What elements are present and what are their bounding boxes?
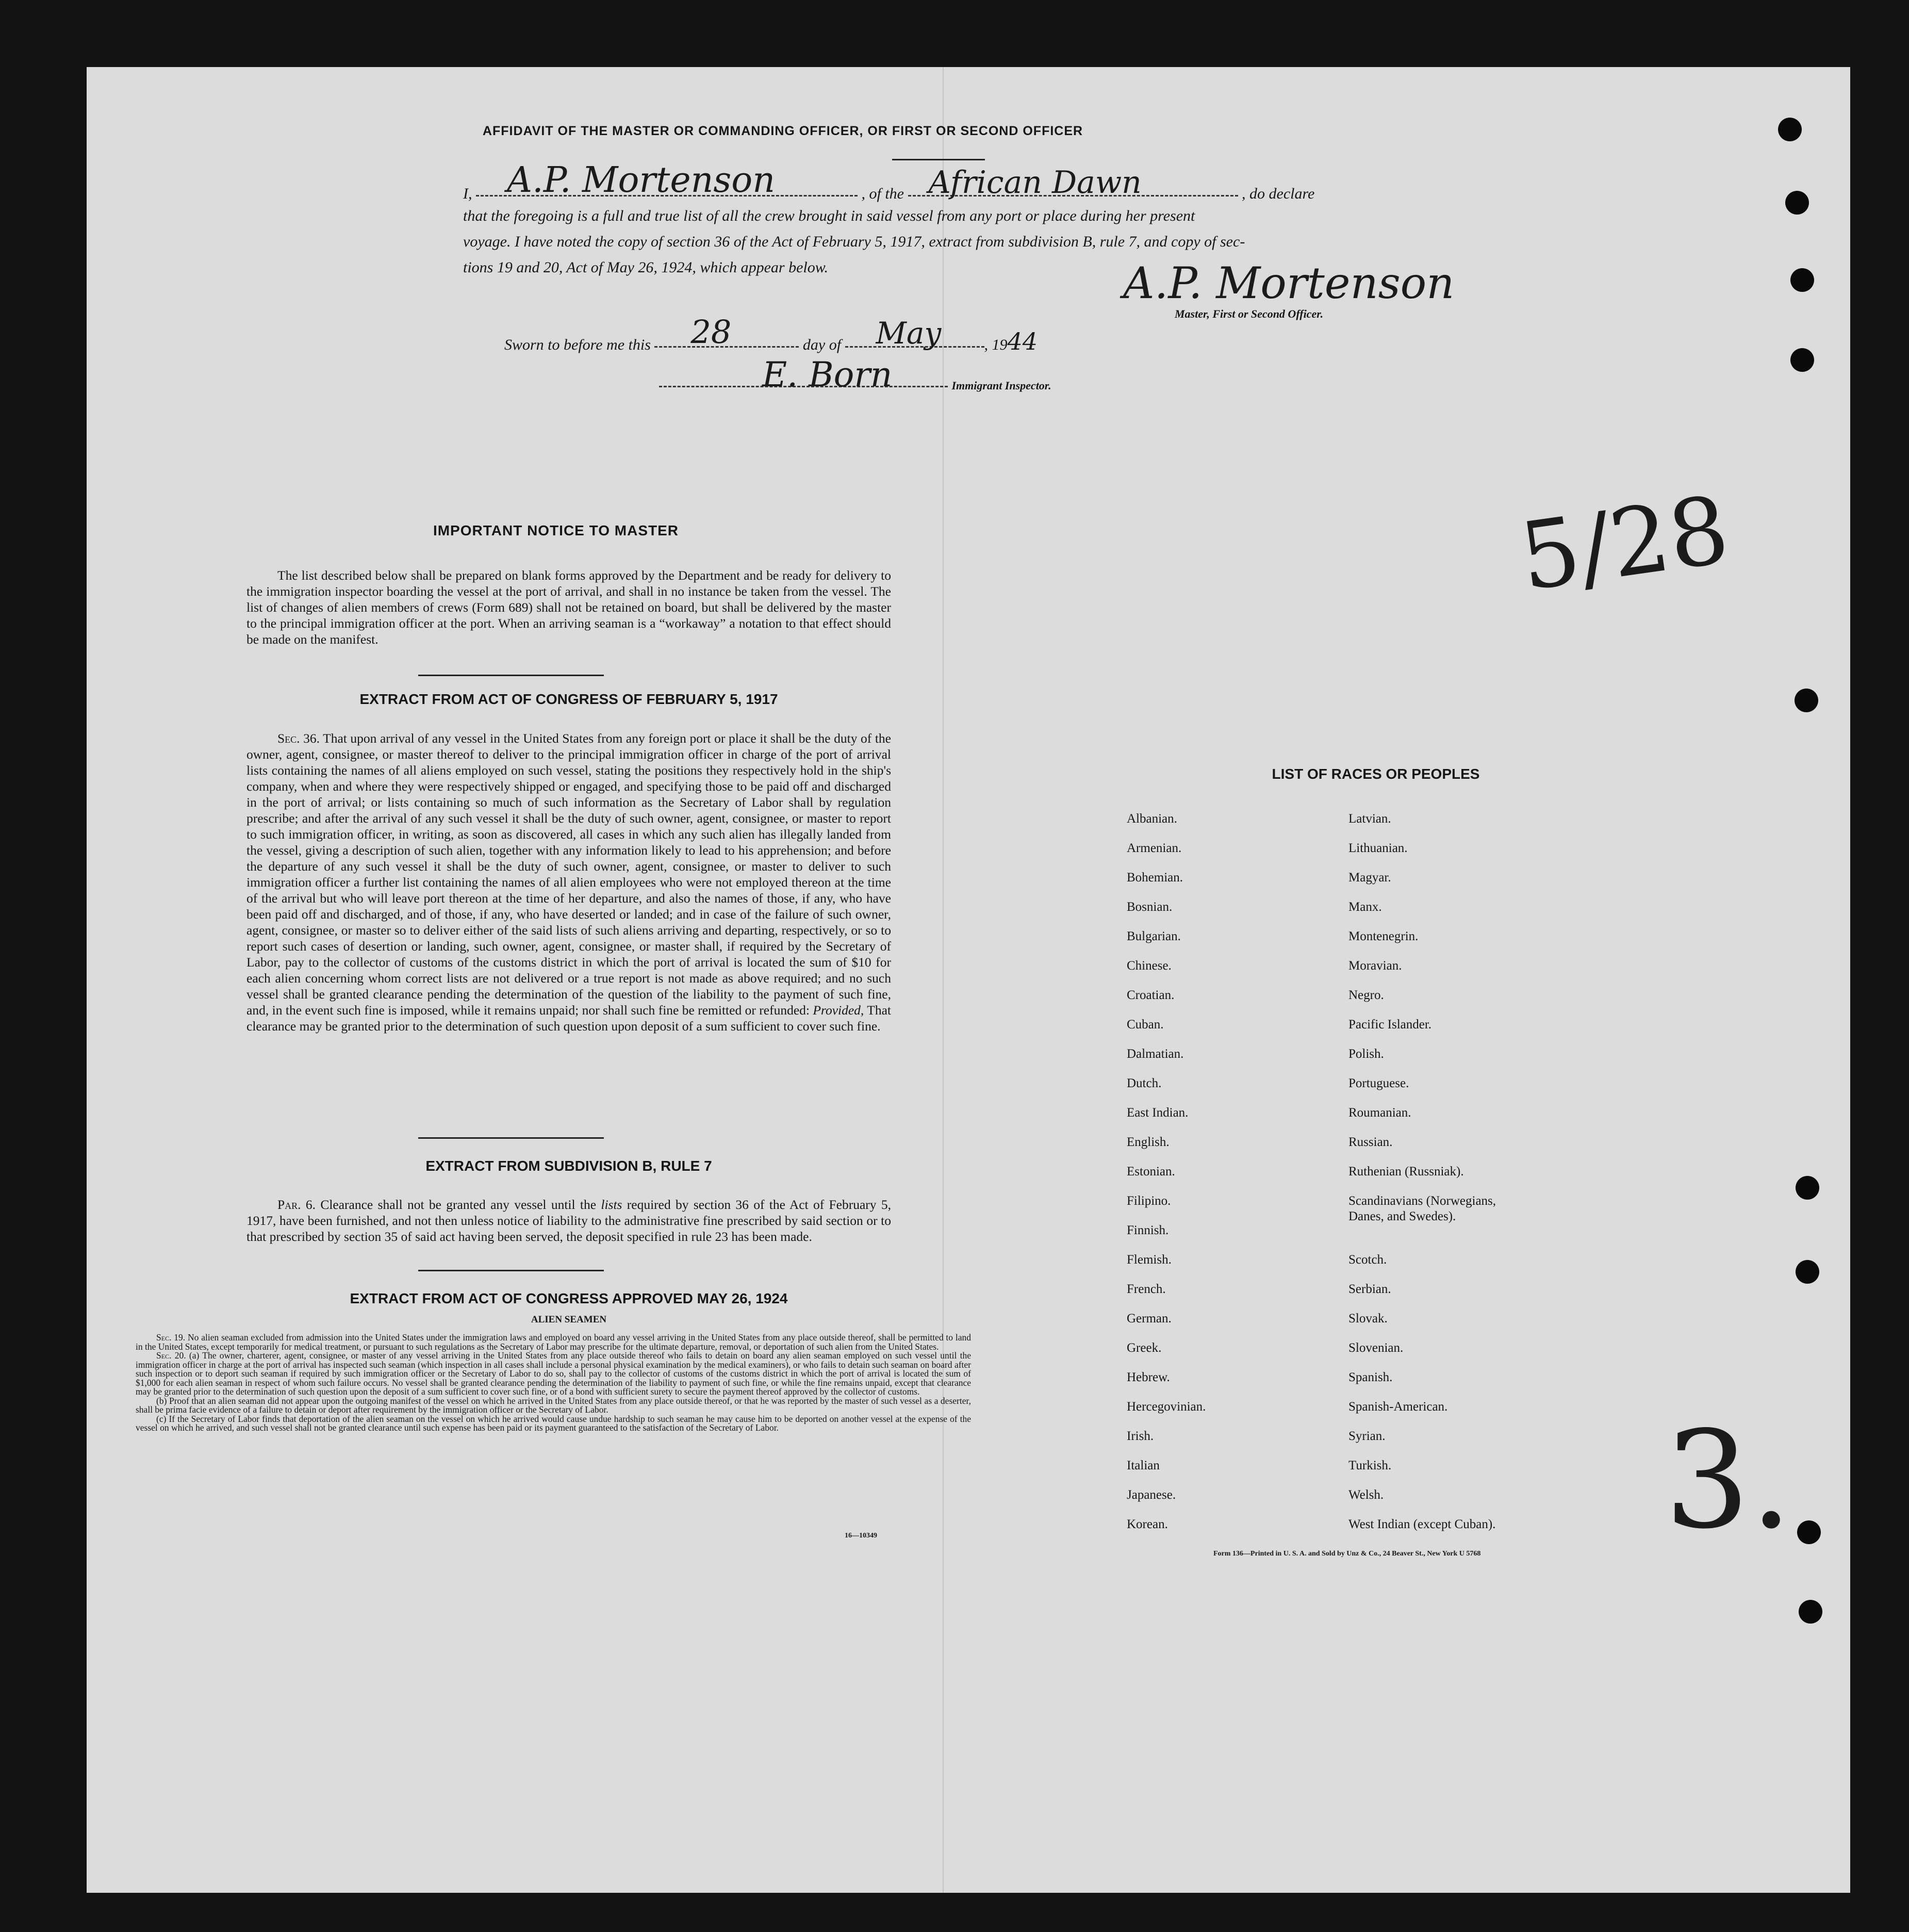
race-item: Russian. (1348, 1135, 1393, 1149)
race-item: East Indian. (1127, 1106, 1189, 1120)
affidavit-line-4: tions 19 and 20, Act of May 26, 1924, which appear below. (463, 259, 829, 276)
form-footer: Form 136—Printed in U. S. A. and Sold by Unz & Co., 24 Beaver St., New York U 5768 (1213, 1550, 1481, 1558)
punch-hole (1790, 268, 1814, 292)
sec-20c-body: (c) If the Secretary of Labor finds that deportation of the alien seaman on the vessel on which he arrived would cause undue hardship to such seaman he may cause him to be deported on another vessel at the expense of the vessel on which he arrived, and such vessel shall not be granted clearance until such expense has been paid or its payment guaranteed to the satisfaction of the Secretary of Labor. (136, 1413, 971, 1433)
races-title: LIST OF RACES OR PEOPLES (1272, 766, 1480, 782)
race-item: Cuban. (1127, 1018, 1164, 1032)
race-item: Pacific Islander. (1348, 1018, 1432, 1032)
race-item: Spanish-American. (1348, 1400, 1448, 1414)
race-item: Latvian. (1348, 812, 1391, 826)
races-column-2 (1348, 812, 1496, 1547)
race-item: Scandinavians (Norwegians, (1348, 1194, 1496, 1208)
race-item: Armenian. (1127, 841, 1182, 855)
sworn-day-of: day of (802, 336, 842, 353)
section-rule (418, 1270, 604, 1271)
race-item: Japanese. (1127, 1488, 1176, 1502)
race-item: Roumanian. (1348, 1106, 1411, 1120)
race-item: Negro. (1348, 988, 1384, 1002)
sworn-year-printed: , 19 (984, 336, 1008, 353)
notice-title: IMPORTANT NOTICE TO MASTER (433, 522, 679, 538)
race-item: Bulgarian. (1127, 929, 1181, 943)
affidavit-of-the-label: , of the (861, 185, 904, 202)
sec-20a-body: (a) The owner, charterer, agent, consignee, or master of any vessel arriving in the United States from any place outside thereof who fails to detain on board any alien seaman employed on such vessel until the immigration officer in charge at the port of arrival has inspected such seaman (which inspection in all cases shall include a personal physical examination by the medical examiners), or who fails to detain such seaman on board after such inspection or to deport such seaman if required by such immigration officer or the Secretary of Labor to do so, shall pay to the collector of customs of the customs district in which the port of arrival is located the sum of $1,000 for each alien seaman in respect of whom such failure occurs. No vessel shall be granted clearance pending the determination of the liability to payment of such fine, or while the fine remains unpaid, except that clearance may be granted prior to the determination of such question upon the deposit of a sum sufficient to cover such fine, or of a bond with sufficient surety to secure the payment thereof approved by the collector of customs. (136, 1350, 971, 1397)
race-item: Lithuanian. (1348, 841, 1408, 855)
affidavit-do-declare: , do declare (1242, 185, 1315, 202)
race-item: Italian (1127, 1459, 1160, 1472)
extract-1917-text (246, 730, 891, 1034)
form-code: 16—10349 (845, 1532, 877, 1540)
section-rule (418, 675, 604, 676)
race-item: West Indian (except Cuban). (1348, 1517, 1496, 1531)
affidavit-title: AFFIDAVIT OF THE MASTER OR COMMANDING OFFICER, OR FIRST OR SECOND OFFICER (482, 124, 1083, 138)
sworn-day-handwritten: 28 (690, 313, 732, 351)
race-item: Croatian. (1127, 988, 1175, 1002)
par-6-body-end: required by section 36 of the Act of February 5, 1917, have been furnished, and not then unless notice of liability to the administrative fine prescribed by said section or to that prescribed by section 35 of said act having been served, the deposit specified in rule 23 has been made. (246, 1197, 891, 1244)
race-item: Filipino. (1127, 1194, 1171, 1208)
sworn-year-handwritten: 44 (1007, 328, 1038, 355)
alien-seamen-subtitle: ALIEN SEAMEN (531, 1314, 607, 1325)
handwritten-date-note: 5/28 (1513, 476, 1735, 612)
punch-hole (1778, 118, 1802, 141)
race-item: Slovenian. (1348, 1341, 1404, 1355)
sworn-line (504, 313, 1038, 355)
notice-text (246, 567, 891, 647)
race-item: Greek. (1127, 1341, 1162, 1355)
extract-1924-text (136, 1333, 971, 1433)
inspector-caption: Immigrant Inspector. (951, 379, 1051, 392)
race-item: German. (1127, 1312, 1172, 1325)
signature-caption: Master, First or Second Officer. (1175, 307, 1324, 320)
race-item: Danes, and Swedes). (1348, 1209, 1456, 1223)
title-rule (892, 159, 985, 160)
punch-hole (1795, 689, 1818, 712)
race-item: Montenegrin. (1348, 929, 1419, 943)
race-item: Dalmatian. (1127, 1047, 1184, 1061)
master-signature-handwritten: A.P. Mortenson (1123, 258, 1455, 308)
sec-36-proviso: Provided, (813, 1003, 864, 1018)
par-6-label: Par. 6. (277, 1197, 316, 1212)
race-item: Bohemian. (1127, 871, 1183, 885)
race-item: Finnish. (1127, 1223, 1169, 1237)
race-item: Turkish. (1348, 1459, 1392, 1472)
race-item: Ruthenian (Russniak). (1348, 1165, 1464, 1178)
extract-1917-title: EXTRACT FROM ACT OF CONGRESS OF FEBRUARY 5, 1917 (359, 691, 778, 707)
race-item: Albanian. (1127, 812, 1177, 826)
rule-7-title: EXTRACT FROM SUBDIVISION B, RULE 7 (425, 1158, 712, 1174)
punch-hole (1796, 1176, 1819, 1200)
sec-36-body-end: That clearance may be granted prior to the determination of such question upon deposit of a sum sufficient to cover such fine. (246, 1003, 891, 1034)
race-item: Bosnian. (1127, 900, 1173, 914)
affidavit-line-1 (463, 160, 1315, 203)
punch-hole (1785, 191, 1809, 215)
sworn-prefix: Sworn to before me this (504, 336, 651, 353)
race-item: Serbian. (1348, 1282, 1391, 1296)
race-item: Spanish. (1348, 1370, 1393, 1384)
race-item: Flemish. (1127, 1253, 1172, 1267)
race-item: Slovak. (1348, 1312, 1388, 1325)
rule-7-text (246, 1197, 891, 1245)
races-column-1 (1127, 812, 1206, 1547)
race-item: Estonian. (1127, 1165, 1175, 1178)
race-item: Manx. (1348, 900, 1382, 914)
par-6-lists: lists (601, 1197, 622, 1212)
punch-hole (1797, 1520, 1821, 1544)
affidavit-i-label: I, (463, 185, 472, 202)
punch-hole (1790, 348, 1814, 372)
race-item: French. (1127, 1282, 1166, 1296)
race-item: Syrian. (1348, 1429, 1386, 1443)
extract-1924-title: EXTRACT FROM ACT OF CONGRESS APPROVED MAY 26, 1924 (350, 1290, 788, 1306)
race-item: Polish. (1348, 1047, 1384, 1061)
handwritten-page-number: 3. (1665, 1403, 1793, 1559)
sworn-month-handwritten: May (876, 316, 942, 351)
vessel-name-handwritten: African Dawn (928, 165, 1142, 201)
race-item: English. (1127, 1135, 1170, 1149)
race-item: Chinese. (1127, 959, 1172, 973)
affidavit-line-2: that the foregoing is a full and true list of all the crew brought in said vessel from any port or place during her present (463, 207, 1195, 224)
inspector-line (659, 355, 1051, 395)
sec-20-label: Sec. 20. (156, 1350, 186, 1361)
race-item: Scotch. (1348, 1253, 1387, 1267)
sec-19-body: No alien seaman excluded from admission into the United States under the immigration laws and employed on board any vessel arriving in the United States from any place outside thereof, shall be permitted to land in the United States, except temporarily for medical treatment, or pursuant to such regulations as the Secretary of Labor may prescribe for the ultimate departure, removal, or deportation of such alien from the United States. (136, 1332, 972, 1352)
master-name-handwritten: A.P. Mortenson (507, 160, 775, 201)
race-item: Magyar. (1348, 871, 1391, 885)
race-item: Portuguese. (1348, 1076, 1409, 1090)
notice-paragraph: The list described below shall be prepared on blank forms approved by the Department and be ready for delivery to the immigration inspector boarding the vessel at the port of arrival, and shall in no instance be taken from the vessel. The list of changes of alien members of crews (Form 689) shall not be retained on board, but shall be delivered by the master to the principal immigration officer at the port. When an arriving seaman is a “workaway” a notation to that effect should be made on the manifest. (246, 568, 891, 647)
race-item: Irish. (1127, 1429, 1154, 1443)
race-item: Welsh. (1348, 1488, 1384, 1502)
par-6-body: Clearance shall not be granted any vessel until the (320, 1197, 597, 1212)
race-item: Hebrew. (1127, 1370, 1170, 1384)
sec-36-label: Sec. 36. (277, 731, 320, 746)
punch-hole (1796, 1260, 1819, 1284)
sec-20b-body: (b) Proof that an alien seaman did not appear upon the outgoing manifest of the vessel on which he arrived in the United States from any place outside thereof, or that he was reported by the master of such vessel as a deserter, shall be prima facie evidence of a failure to detain or deport after requirement by the immigration officer or the Secretary of Labor. (136, 1395, 971, 1415)
section-rule (418, 1137, 604, 1139)
race-item: Hercegovinian. (1127, 1400, 1206, 1414)
race-item: Moravian. (1348, 959, 1402, 973)
affidavit-line-3: voyage. I have noted the copy of section 36 of the Act of February 5, 1917, extract from subdivision B, rule 7, and copy of sec- (463, 233, 1245, 250)
race-item: Dutch. (1127, 1076, 1162, 1090)
inspector-signature-handwritten: E. Born (762, 355, 893, 395)
sec-19-label: Sec. 19. (156, 1332, 186, 1342)
sec-36-body: That upon arrival of any vessel in the United States from any foreign port or place it shall be the duty of the owner, agent, consignee, or master thereof to deliver to the principal immigration officer in charge of the port of arrival lists containing the names of all aliens employed on such vessel, stating the positions they respectively hold in the ship's company, when and where they were respectively shipped or engaged, and specifying those to be paid off and discharged in the port of arrival; or lists containing so much of such information as the Secretary of Labor shall by regulation prescribe; and after the arrival of any such vessel it shall be the duty of such owner, agent, consignee, or master to report to such immigration officer, in writing, as soon as discovered, all cases in which any such alien has illegally landed from the vessel, giving a description of such alien, together with any information likely to lead to his apprehension; and before the departure of any such vessel it shall be the duty of such owner, agent, consignee, or master to deliver to such immigration officer a further list containing the names of all alien employees who were not employed thereon at the time of the arrival but who will leave port thereon at the time of her departure, and also the names of those, if any, who have been paid off and discharged, and of those, if any, who have deserted or landed; and in case of the failure of such owner, agent, consignee, or master so to deliver either of the said lists of such aliens arriving and departing, respectively, or so to report such cases of desertion or landing, such owner, agent, consignee, or master shall, if required by the Secretary of Labor, pay to the collector of customs of the customs district in which the port of arrival is located the sum of $10 for each alien concerning whom correct lists are not delivered or a true report is not made as above required; and no such vessel shall be granted clearance pending the determination of the question of the liability to the payment of such fine, and, in the event such fine is imposed, while it remains unpaid; nor shall such fine be remitted or refunded: (246, 731, 892, 1018)
manifest-sheet (87, 67, 1850, 1893)
race-item: Korean. (1127, 1517, 1168, 1531)
punch-hole (1799, 1600, 1822, 1624)
